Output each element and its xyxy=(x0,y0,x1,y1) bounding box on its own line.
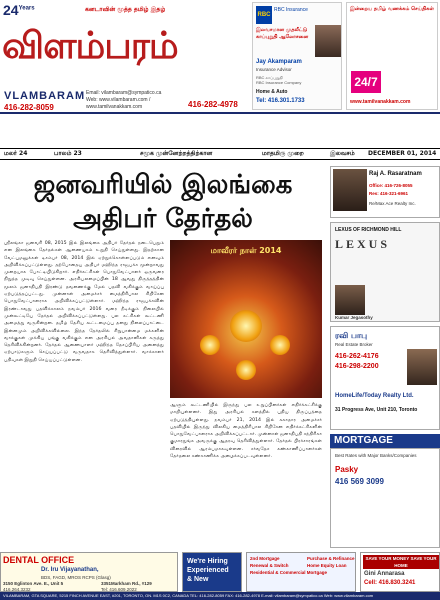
broker-phone-2: 416-298-2200 xyxy=(335,363,379,370)
masthead xyxy=(0,0,440,148)
brand-tamil-logo: விளம்பரம் xyxy=(2,24,178,67)
realtor-office: Office: 416-726-8055 xyxy=(369,183,413,188)
dental-address-3: 3351Markham Rd., #129 xyxy=(101,581,152,586)
phone-mid: 416-282-4978 xyxy=(188,100,238,109)
brand-english: VLAMBARAM xyxy=(4,90,86,102)
advisor-photo xyxy=(315,25,341,57)
service-1: 2nd Mortgage xyxy=(250,556,280,561)
save-home-ad[interactable] xyxy=(360,552,440,592)
volume-number: பாலம் 23 xyxy=(54,150,82,157)
dentist-name: Dr. Iru Vijayanathan, xyxy=(41,567,99,573)
mortgage-agent: Pasky xyxy=(335,465,359,474)
dental-address-1: 3150 Eglinton Ave. E., Unit 5 xyxy=(3,581,64,586)
section-label: சமூக முன்னேற்றத்திற்கான xyxy=(140,150,213,157)
dentist-qualifications: BDS, FAGD, MROS RCPS (Glasg) xyxy=(41,575,111,580)
right-ad-column xyxy=(330,166,440,550)
hiring-line-3: & New xyxy=(187,576,209,583)
homelife-company: HomeLife/Today Realty Ltd. xyxy=(335,393,414,399)
home-auto-label: Home & Auto xyxy=(256,89,288,95)
lexus-title: LEXUS OF RICHMOND HILL xyxy=(335,227,402,233)
service-5: Home Equity Loan xyxy=(307,563,347,568)
rbc-company: RBC Insurance xyxy=(274,7,308,13)
save-money-banner: SAVE YOUR MONEY SAVE YOUR HOME xyxy=(363,555,439,569)
advisor-title: Insurance Advisor xyxy=(256,67,292,72)
advisor-name: Jay Akamparam xyxy=(256,59,302,65)
realtor-name: Raj A. Rasaratnam xyxy=(369,171,422,177)
broker-photo xyxy=(407,349,437,385)
dental-phone-2: Tel: 416.609.2022 xyxy=(101,587,137,592)
vanakkam-url[interactable]: www.tamilvanakkam.com xyxy=(350,99,411,105)
headline-line-1: ஜனவரியில் இலங்கை xyxy=(33,170,293,200)
lexus-logo: LEXUS xyxy=(335,237,391,251)
service-2: Renewal & Switch xyxy=(250,563,289,568)
flower-decoration xyxy=(200,335,220,355)
agent-cell: Cell: 416.830.3241 xyxy=(364,580,416,586)
article-column-2: ஆளும் கூட்டணியில் இருந்து பல உறுப்பினர்கள் எதிர்க்கட்சிக்கு மாறியுள்ளனர். இது அரசியல் களத்தில் புதிய திருப்பத்தை ஏற்படுத்தியுள்ளது. நவம்பர் 21, 2014 இல் சுகாதார அமைச்சர் பதவியில் இருந்து விலகிய மைத்திரிபால சிறிசேன எதிர்க்கட்சிகளின் பொதுவேட்பாளராக அறிவிக்கப்பட்டார். முன்னாள் ஜனாதிபதி சந்திரிகா குமாரதுங்க அவருக்கு ஆதரவு தெரிவித்துள்ளார். தேர்தல் பிரச்சாரங்கள் விரைவில் ஆரம்பமாகவுள்ளன. சர்வதேச கண்காணிப்பாளர்கள் தேர்தலை கண்காணிக்க அழைக்கப்படவுள்ளனர். xyxy=(170,403,322,460)
frequency-label: மாதமிரு முறை xyxy=(262,150,304,157)
rbc-address-line: RBC Insurance Company xyxy=(256,80,302,85)
service-3: Residential & Commercial Mortgage xyxy=(250,570,328,575)
agent-name: Gini Annarasa xyxy=(364,571,405,577)
mortgage-ad[interactable] xyxy=(330,448,440,548)
masthead-tagline: கனடாவின் மூத்த தமிழ் இதழ் xyxy=(85,6,166,13)
broker-title: Real Estate Broker xyxy=(335,342,373,347)
rbc-headline: இலவசமான முதலீட்டு காப்புறுதி ஆலோசனை xyxy=(256,27,309,40)
realtor-photo xyxy=(333,169,367,211)
web-line: Web: www.vilambaram.com / www.tamilvanakkam.com xyxy=(86,97,151,110)
masthead-divider xyxy=(0,112,440,114)
badge-247: 24/7 xyxy=(351,71,381,93)
news-photo xyxy=(170,240,322,398)
dental-ad[interactable] xyxy=(0,552,178,592)
hiring-ad[interactable] xyxy=(182,552,242,592)
headline-line-2: அதிபர் தேர்தல் xyxy=(73,204,253,234)
homelife-address: 31 Progress Ave, Unit 210, Toronto xyxy=(335,407,418,413)
dental-title: DENTAL OFFICE xyxy=(3,555,75,565)
main-headline xyxy=(0,168,326,236)
issue-date: DECEMBER 01, 2014 xyxy=(368,150,437,157)
rbc-company-tamil: RBC காப்புறுதி xyxy=(256,75,283,80)
homelife-ad[interactable] xyxy=(330,326,440,430)
mortgage-phone: 416 569 3099 xyxy=(335,477,384,486)
service-4: Purchase & Refinance xyxy=(307,556,355,561)
hiring-line-1: We're Hiring xyxy=(187,558,228,565)
mortgage-services-ad[interactable] xyxy=(246,552,356,592)
hiring-line-2: Experienced xyxy=(187,567,229,574)
footer-ads xyxy=(0,552,440,592)
vanakkam-headline: இன்றைய தமிழ் வணக்கம் செய்திகள் xyxy=(350,6,434,12)
price-label: இலவசம் xyxy=(330,150,355,157)
mortgage-line: Best Rates with Major Banks/Companies xyxy=(335,453,417,458)
contact-email xyxy=(86,90,196,111)
issue-number: மலர் 24 xyxy=(4,150,28,157)
article-column-1: ஸ்ரீலங்கா ஜனவரி 08, 2015 இல் இலங்கை அதிபர் தேர்தல் நடைபெறும் என இலங்கை தேர்தல்கள் ஆணையகம் உறுதி செய்துள்ளது. இதற்கான வேட்புமனுக்கள் டிசம்பர் 08, 2014 இல் ஏற்றுக்கொள்ளப்படும் எனவும் அறிவிக்கப்பட்டுள்ளது. தற்போதைய அதிபர் மஹிந்த ராஜபக்ச மூன்றாவது முறையாக போட்டியிடுகிறார். எதிர்கட்சிகள் பொதுவேட்பாளர் ஒருவரை நிறுத்த முடிவு செய்துள்ளன. அரசியலமைப்பின் 18 ஆவது திருத்தத்தின் மூலம் ஜனாதிபதி இரண்டு தவணைக்கு மேல் பதவி வகிக்கும் வாய்ப்பு ஏற்படுத்தப்பட்டது. முன்னாள் அமைச்சர் மைத்திரிபால சிறிசேன பொதுவேட்பாளராக அறிவிக்கப்பட்டுள்ளார். மஹிந்த ராஜபக்சவின் இரண்டாவது பதவிக்காலம் நவம்பர் 2016 வரை நீடிக்கும் நிலையில் முன்கூட்டியே தேர்தல் அறிவிக்கப்பட்டுள்ளது. பல கட்சிகள் கூட்டணி அமைத்து வருகின்றன. தமிழ் தேசிய கூட்டமைப்பு தனது நிலைப்பாட்டை இன்னமும் அறிவிக்கவில்லை. இந்த தேர்தலில் சிறுபான்மை மக்களின் வாக்குகள் முக்கிய பங்கு வகிக்கும் என அரசியல் அவதானிகள் கருத்து தெரிவிக்கின்றனர். தேர்தல் ஆணையாளர் மஹிந்த தேசப்பிரிய அனைத்து ஏற்பாடுகளும் செய்யப்பட்டு வருவதாக தெரிவித்துள்ளார். வாக்காளர் பதிவுகள் இறுதி செய்யப்பட்டுள்ளன. xyxy=(4,241,164,363)
broker-name: ரவி பாபு xyxy=(335,331,368,340)
contact-name: Kumar Jegasothy xyxy=(335,315,373,320)
rbc-address xyxy=(256,75,341,85)
realtor-ad[interactable] xyxy=(330,166,440,218)
lexus-ad[interactable] xyxy=(330,222,440,322)
flame-decoration xyxy=(230,310,262,342)
tamil-vanakkam-ad[interactable] xyxy=(346,2,438,110)
realtor-brokerage: Re/Max Ace Realty Inc. xyxy=(369,201,416,206)
email-line: Email: vilambaram@sympatico.ca xyxy=(86,90,162,96)
rbc-insurance-ad[interactable] xyxy=(252,2,342,110)
phone-left: 416-282-8059 xyxy=(4,103,54,112)
realtor-cell: Res: 416-321-6961 xyxy=(369,191,409,196)
rbc-phone: Tel: 416.301.1733 xyxy=(256,98,305,104)
dental-phone: 416.264.3232 xyxy=(3,587,31,592)
contact-photo xyxy=(335,285,365,315)
footer-contact-strip: VILAMBARAM, GTA SQUARE, 5215 FINCH AVENUE EAST, #201, TORONTO, ON. M1S 0C2, CANADA TEL: 416-282-8059 FAX: 416-282-4978 E-mail: vilambaram@sympatico.ca Web: www.vilambaram.com xyxy=(0,592,440,600)
years-badge: $24^{Years}$ xyxy=(3,2,35,18)
hiring-text xyxy=(187,557,229,584)
broker-phone-1: 416-262-4176 xyxy=(335,353,379,360)
flower-decoration xyxy=(270,335,290,355)
photo-caption: மாவீரர் நாள் 2014 xyxy=(210,246,282,255)
rbc-logo: RBC xyxy=(256,6,272,24)
issue-info-bar xyxy=(0,148,440,160)
mortgage-heading: MORTGAGE xyxy=(330,434,440,448)
flower-decoration xyxy=(236,360,256,380)
